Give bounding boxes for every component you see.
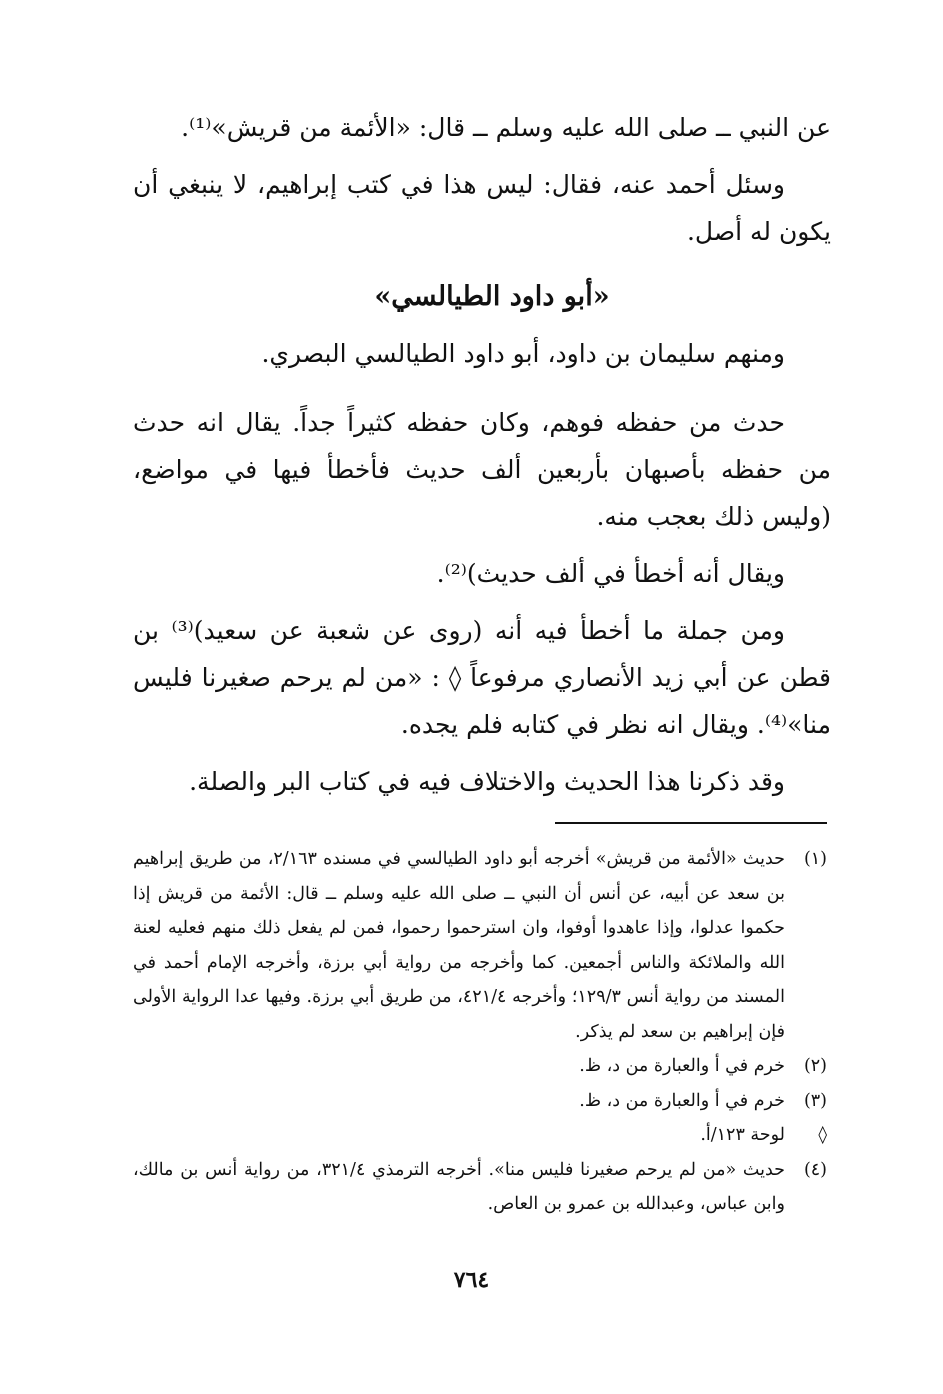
footnote-text: حديث «من لم يرحم صغيرنا فليس منا». أخرجه الترمذي ٣٢١/٤، من رواية أنس بن مالك، وابن عباس، وعبدالله بن عمرو بن العاص. (133, 1159, 785, 1214)
footnote-text: لوحة ١٢٣/أ. (700, 1125, 785, 1145)
paragraph-hadith-ending: عن النبي ــ صلى الله عليه وسلم ــ قال: «الأئمة من قريش»⁽¹⁾. (181, 113, 831, 142)
footnote-text: خرم في أ والعبارة من د، ظ. (579, 1056, 785, 1076)
paragraph-memory: حدث من حفظه فوهم، وكان حفظه كثيراً جداً. يقال انه حدث من حفظه بأصبهان بأربعين ألف حديث فأخطأ فيها في مواضع، (وليس ذلك بعجب منه. (133, 408, 831, 531)
footnote-number: (٢) (803, 1056, 827, 1076)
footnote-item (133, 1118, 827, 1153)
paragraph-mention: وقد ذكرنا هذا الحديث والاختلاف فيه في كتاب البر والصلة. (189, 767, 785, 796)
footnote-item (133, 1153, 827, 1222)
page-number: ٧٦٤ (453, 1267, 490, 1293)
footnote-item (133, 1084, 827, 1119)
footnote-number: (٤) (803, 1159, 827, 1180)
footnote-text: خرم في أ والعبارة من د، ظ. (579, 1090, 785, 1111)
footnote-item (133, 842, 827, 1049)
footnote-number: (٣) (803, 1090, 827, 1111)
paragraph-ahmad-question: وسئل أحمد عنه، فقال: ليس هذا في كتب إبراهيم، لا ينبغي أن يكون له أصل. (133, 170, 831, 246)
footnotes (133, 842, 827, 1222)
section-heading: «أبو داود الطيالسي» (374, 281, 610, 312)
main-text (133, 104, 831, 805)
paragraph-introduction: ومنهم سليمان بن داود، أبو داود الطيالسي البصري. (261, 339, 785, 368)
footnote-item (133, 1049, 827, 1084)
folio-marker: ◊ (818, 1125, 827, 1145)
footnote-divider (555, 822, 827, 824)
footnote-number: (١) (803, 849, 827, 869)
footnote-text: حديث «الأئمة من قريش» أخرجه أبو داود الطيالسي في مسنده ٢/١٦٣، من طريق إبراهيم بن سعد عن أبيه، عن أنس أن النبي ــ صلى الله عليه وسلم ــ قال: الأئمة من قريش إذا حكموا عدلوا، وإذا عاهدوا أوفوا، وان استرحموا رحموا، فمن لم يفعل ذلك منهم فعليه لعنة الله والملائكة والناس أجمعين. كما وأخرجه من رواية أبي برزة، وأخرجه الإمام أحمد في المسند من رواية أنس ١٢٩/٣؛ وأخرجه ٤٢١/٤، من طريق أبي برزة. وفيها عدا الرواية الأولى فإن إبراهيم بن سعد لم يذكر. (133, 849, 785, 1042)
paragraph-errors: ومن جملة ما أخطأ فيه أنه (روى عن شعبة عن سعيد)⁽³⁾ بن قطن عن أبي زيد الأنصاري مرفوعاً ◊ : «من لم يرحم صغيرنا فليس منا»⁽⁴⁾. ويقال انه نظر في كتابه فلم يجده. (133, 616, 831, 739)
paragraph-said: ويقال أنه أخطأ في ألف حديث)⁽²⁾. (436, 559, 785, 588)
